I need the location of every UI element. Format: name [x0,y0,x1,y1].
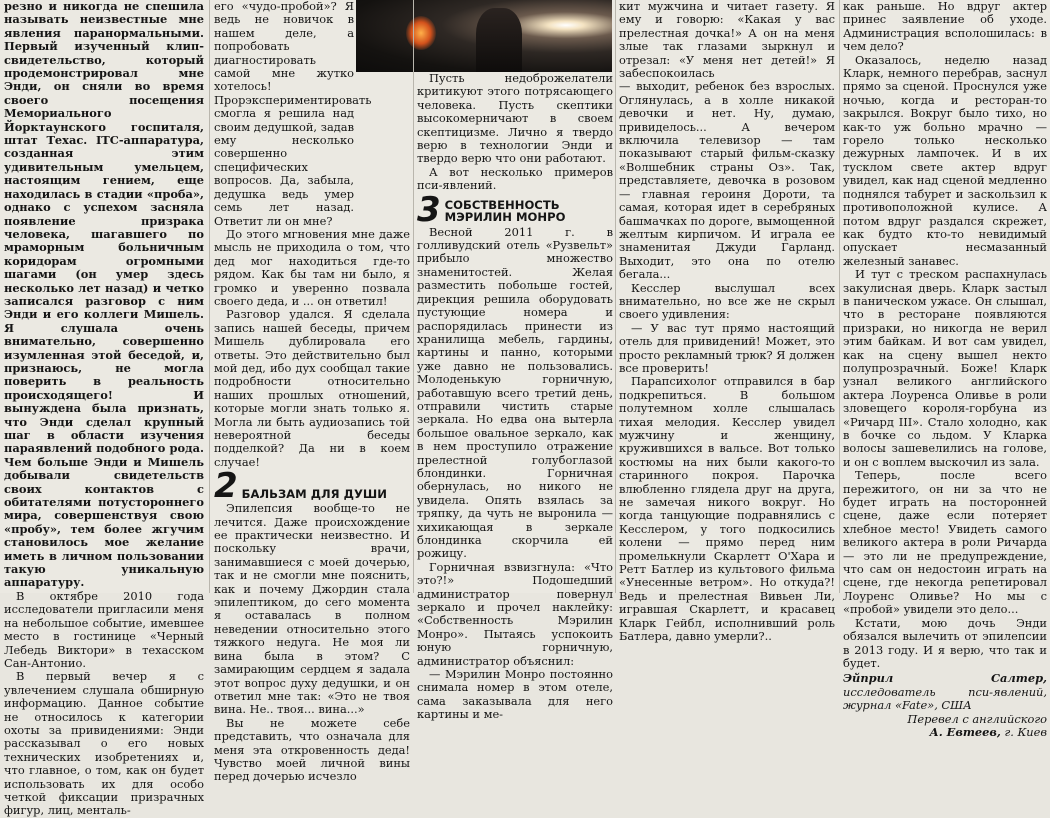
column-divider [413,0,414,593]
paragraph: В первый вечер я с увлечением слушала обширную информацию. Данное событие не относилось к категории охоты за привидениями: Энди рассказывал о его новых технических изобретениях и, что главное, о том, как он будет использовать их для особо четкой фиксации призрачных фигур, лиц, менталь- [4,669,204,818]
paragraph: Теперь, после всего пережитого, он ни за что не будет играть на посторонней сцене, даже если потеряет хлебное место! Увидеть самого великого актера в роли Ричарда — это ли не предупреждение, что сам он недостоин играть на сцене, где некогда репетировал Лоуренс Оливье? Но мы с «пробой» увидели это дело... [843,468,1047,617]
text-column-3 [417,0,613,722]
paragraph: До этого мгновения мне даже мысль не приходила о том, что дед мог находиться где-то рядом. Как бы там ни было, я громко и уверенно позвала своего деда, и ... он ответил! [214,226,410,308]
paragraph: его «чудо-пробой»? Я ведь не новичок в нашем деле, а попробовать диагностировать самой мне жутко хотелось! Прорэкспериментировать смогла я решила над своим дедушкой, задав ему несколько совершенно специфических вопросов. Да, забыла, дедушка ведь умер семь лет назад. Ответит ли он мне? [214,0,372,228]
section-title: БАЛЬЗАМ ДЛЯ ДУШИ [241,486,387,501]
paragraph: кит мужчина и читает газету. Я ему и говорю: «Какая у вас прелестная дочка!» А он на меня злые так глазами зыркнул и отрезал: «У меня нет детей!» Я забеспокоилась [619,0,835,81]
section-number: 2 [214,466,238,507]
paragraph: Весной 2011 г. в голливудский отель «Рузвельт» прибыло множество знаменитостей. Желая разместить побольше гостей, дирекция решила оборудовать пустующие номера и распорядилась принести из хранилища мебель, гардины, картины и панно, которыми уже давно не пользовались. Молоденькую горничную, работавшую всего третий день, отправили чистить старые зеркала. Но едва она вытерла большое овальное зеркало, как в нем проступило отражение прелестной голубоглазой блондинки. Горничная обернулась, но никого не увидела. Опять взялась за тряпку, да чуть не выронила — хихикающая в зеркале блондинка скорчила ей рожицу. [417,224,613,561]
paragraph: резно и никогда не спешила называть неизвестные мне явления паранормальными. Первый изученный клип-свидетельство, который продемонстрировал мне Энди, он сняли во время своего посещения Мемориального Йорктаунского госпиталя, штат Техас. ITC-аппаратура, созданная этим удивительным умельцем, настоящим гением, еще находилась в стадии «проба», однако с успехом засняла появление призрака человека, шагавшего по мраморным больничным коридорам огромными шагами (он умер здесь несколько лет назад) и четко записался разговор с ним Энди и его коллеги Мишель. Я слушала очень внимательно, совершенно изумленная этой беседой, и, признаюсь, не могла поверить в реальность происходящего! И вынуждена была признать, что Энди сделал крупный шаг в области изучения параявлений подобного рода. Чем больше Энди и Мишель добывали свидетельств своих контактов с обитателями потустороннего мира, совершенствуя свою «пробу», тем более жгучим становилось мое желание иметь в личном пользовании такую уникальную аппаратуру. [4,0,204,590]
paragraph: Кстати, мою дочь Энди обязался вылечить от эпилепсии в 2013 году. И я верю, что так и будет. [843,615,1047,670]
section-heading-2 [214,466,410,507]
text-column-1 [4,0,204,818]
paragraph: Оказалось, неделю назад Кларк, немного перебрав, заснул прямо за сценой. Проснулся уже ночью, когда и ресторан-то закрылся. Вокруг было тихо, но как-то уж больно мрачно — горело только несколько дежурных лампочек. И в их тусклом свете актер вдруг увидел, как над сценой медленно поднялся табурет и заскользил к противоположной кулисе. А потом вдруг раздался скрежет, как будто кто-то невидимый опускает несмазанный железный занавес. [843,52,1047,268]
column-divider [209,0,210,593]
author-name: Эйприл Салтер, [843,671,1047,686]
signature-author-line [843,672,1047,712]
paragraph: Горничная взвизгнула: «Что это?!» Подошедший администратор повернул зеркало и прочел наклейку: «Собственность Мэрилин Монро». Пытаясь успокоить юную горничную, администратор объяснил: [417,559,613,668]
column-divider [615,0,616,593]
paragraph: И тут с треском распахнулась закулисная дверь. Кларк застыл в паническом ужасе. Он слышал, что в ресторане появляются призраки, но никогда не верил этим байкам. И вот сам увидел, как на сцену вышел некто полупрозрачный. Боже! Кларк узнал великого английского актера Лоуренса Оливье в роли зловещего короля-горбуна из «Ричард III». Стало холодно, как в бочке со льдом. У Кларка волосы зашевелились на голове, и он с воплем выскочил из зала. [843,267,1047,469]
photo-space [417,0,613,72]
text-column-2 [214,0,410,784]
text-column-4 [619,0,835,644]
paragraph: Вы не можете себе представить, что означала для меня эта откровенность деда! Чувство моей личной вины перед дочерью исчезло [214,715,410,784]
text-column-5 [843,0,1047,739]
paragraph: как раньше. Но вдруг актер принес заявление об уходе. Администрация всполошилась: в чем дело? [843,0,1047,54]
paragraph: Пусть недоброжелатели критикуют этого потрясающего человека. Пусть скептики высокомерничают в своем скептицизме. Лично я твердо верю в технологии Энди и твердо верю что они работают. [417,71,613,166]
author-role: исследователь пси-явлений, журнал «Fate», США [843,684,1047,713]
section-heading-3 [417,189,613,230]
section-title: СОБСТВЕННОСТЬ МЭРИЛИН МОНРО [444,197,566,225]
paragraph: Эпилепсия вообще-то не лечится. Даже происхождение ее практически неизвестно. И поскольку врачи, занимавшиеся с моей дочерью, так и не смогли мне пояснить, как и почему Джордин стала эпилептиком, до сего момента я оставалась в полном неведении относительно этого тяжкого недуга. Не моя ли вина была в этом? С замирающим сердцем я задала этот вопрос духу дедушки, и он ответил мне так: «Это не твоя вина. Не.. твоя... вина...» [214,501,410,717]
paragraph: — Мэрилин Монро постоянно снимала номер в этом отеле, сама заказывала для него картины и ме- [417,667,613,722]
paragraph: — выходит, ребенок без взрослых. Оглянулась, а в холле никакой девочки и нет. Ну, думаю, привиделось... А вечером включила телевизор — там показывают старый фильм-сказку «Волшебник страны Оз». Так, представляете, девочка в розовом — главная героиня Дороти, та самая, которая идет в серебряных башмачках по дороге, вымощенной желтым кирпичом. И играла ее знаменитая Джуди Гарланд. Выходит, это она по отелю бегала... [619,79,835,282]
translator-name: А. Евтеев, [929,724,1001,739]
translator-caption: Перевел с английского [907,711,1047,726]
text-beside-photo [214,0,372,228]
translator-city: г. Киев [1004,724,1047,739]
paragraph: Парапсихолог отправился в бар подкрепиться. В большом полутемном холле слышалась тихая мелодия. Кесслер увидел мужчину и женщину, кружившихся в вальсе. Вот только костюмы на них были какого-то старинного покроя. Парочка влюбленно глядела друг на друга, не замечая никого вокруг. Но когда танцующие подравнялись с Кесслером, у того подкосились колени — прямо перед ним промелькнули Скарлетт О'Хара и Ретт Батлер из культового фильма «Унесенные ветром». Но откуда?! Ведь и прелестная Вивьен Ли, игравшая Скарлетт, и красавец Кларк Гейбл, исполнивший роль Батлера, давно умерли?.. [619,374,835,644]
paragraph: А вот несколько примеров пси-явлений. [417,164,613,193]
paragraph: — У вас тут прямо настоящий отель для привидений! Может, это просто рекламный трюк? Я должен все проверить! [619,320,835,375]
translator-line [843,726,1047,739]
column-divider [839,0,840,593]
paragraph: Разговор удался. Я сделала запись нашей беседы, причем Мишель дублировала его ответы. Это действительно был мой дед, ибо дух сообщал такие подробности относительно наших прошлых отношений, которые могли знать только я. Могла ли быть аудиозапись той невероятной беседы подделкой? Да ни в коем случае! [214,307,410,469]
paragraph: Кесслер выслушал всех внимательно, но все же не скрыл своего удивления: [619,280,835,322]
paragraph: В октябре 2010 года исследователи пригласили меня на небольшое событие, имевшее место в гостинице «Черный Лебедь Виктори» в техасском Сан-Антонио. [4,588,204,670]
article-signature [843,672,1047,739]
section-number: 3 [417,189,441,230]
